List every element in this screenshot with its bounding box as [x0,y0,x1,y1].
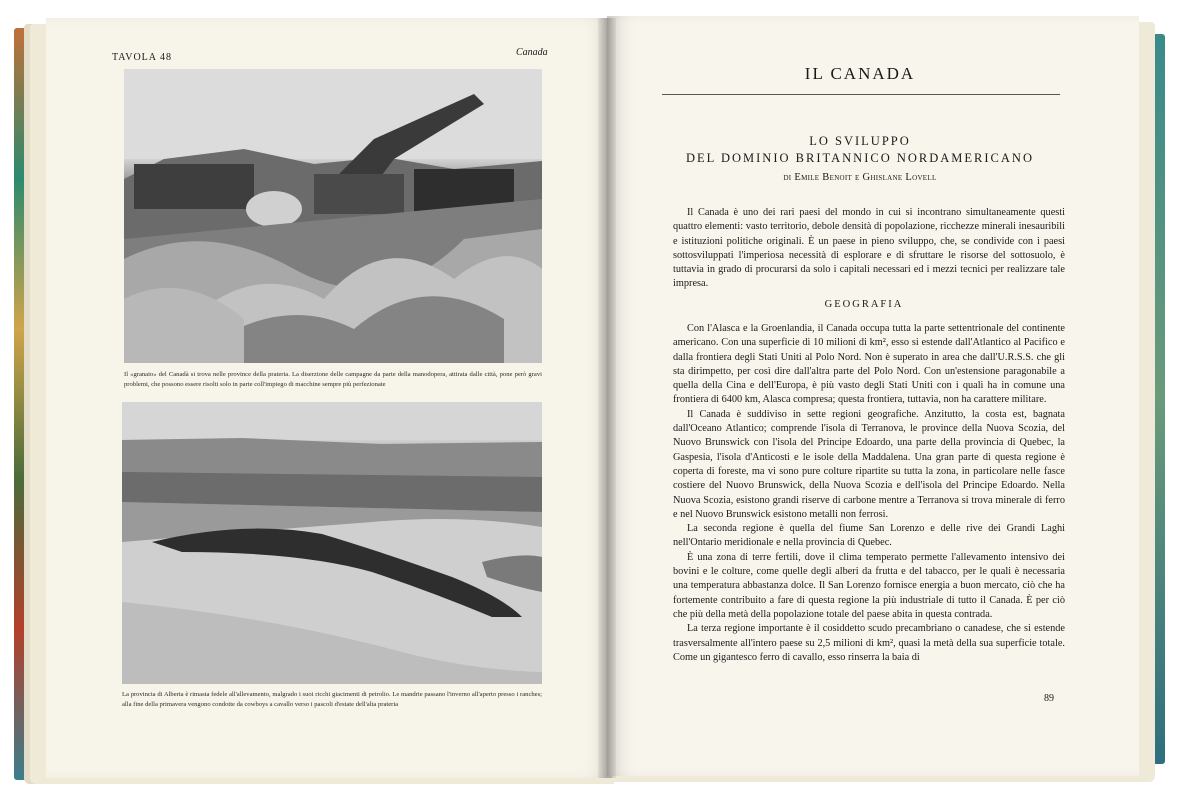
subtitle-line-2: DEL DOMINIO BRITANNICO NORDAMERICANO [686,151,1034,165]
geography-section [673,322,1065,665]
section-heading: GEOGRAFIA [824,299,904,310]
book-gutter [598,18,616,778]
harvest-photo [124,69,542,363]
harvest-photo-caption: Il «granaio» del Canadà si trova nelle province della prateria. La diserzione delle campagne da parte della manodopera, attirata dalle città, pone però gravi problemi, che possono essere risolti solo in parte coll'impiego di macchine sempre più perfezionate [124,371,542,388]
cattle-photo-illustration [122,402,542,684]
intro-paragraph [673,206,1065,292]
authors-byline: di Emile Benoit e Ghislane Lovell [783,172,937,183]
paragraph: Con l'Alasca e la Groenlandia, il Canada occupa tutta la parte settentrionale del continente americano. Con una superficie di 10 milioni di km², esso si estende dall'Atlantico al Pacifico e dalla frontiera degli Stati Uniti al Polo Nord. Non è superato in area che dall'U.R.S.S. che gli sta dirimpetto, per così dire dall'altra parte del Polo Nord. Con un'estensione paragonabile a quella della Cina e dell'Europa, è più vasto degli Stati Uniti con i quali ha in comune una frontiera di 6400 km, Alasca compresa; questa frontiera, tuttavia, non ha carattere militare. [673,323,1065,406]
page-number: 89 [1044,693,1054,704]
paragraph: È una zona di terre fertili, dove il clima temperato permette l'allevamento intensivo dei bovini e le colture, come quelle degli alberi da frutta e del tabacco, per le quali è necessaria una temperatura abbastanza dolce. Il San Lorenzo fornisce energia a buon mercato, ciò che ha fortemente contribuito a fare di questa regione la più industriale di tutto il Canada. È per ciò che più della metà della popolazione totale del paese abita in questa contrada. [673,551,1065,620]
harvest-photo-illustration [124,69,542,363]
title-divider [662,94,1060,95]
running-head: Canada [516,47,548,58]
chapter-title: IL CANADA [804,64,916,83]
plate-label: TAVOLA 48 [112,52,172,63]
paragraph: La terza regione importante è il cosiddetto scudo precambriano o canadese, che si estende trasversalmente all'intero paese su 2,5 milioni di km², quasi la metà della sua superficie totale. Come un gigantesco ferro di cavallo, esso rinserra la baia di [673,623,1065,663]
chapter-subtitle [662,133,1058,167]
cattle-photo-caption: La provincia di Alberta è rimasta fedele all'allevamento, malgrado i suoi ricchi giacimenti di petrolio. Le mandrie passano l'inverno all'aperto presso i ranches; alla fine della primavera vengono condotte da cowboys a cavallo verso i pascoli d'estate dell'alta prateria [122,691,542,708]
paragraph: La seconda regione è quella del fiume San Lorenzo e delle rive dei Grandi Laghi nell'Ontario meridionale e nella provincia di Quebec. [673,523,1065,549]
intro-text: Il Canada è uno dei rari paesi del mondo in cui si incontrano simultaneamente questi quattro elementi: vasto territorio, debole densità di popolazione, ricchezze minerali inesauribili e istituzioni politiche originali. È un paese in pieno sviluppo, che, se condivide con i paesi sottosviluppati l'imperiosa necessità di esplorare e di sfruttare le risorse del sottosuolo, è tuttavia in grado di procurarsi da solo i capitali necessari ed i mezzi tecnici per realizzare tale impresa. [673,207,1065,290]
cattle-photo [122,402,542,684]
paragraph: Il Canada è suddiviso in sette regioni geografiche. Anzitutto, la costa est, bagnata dall'Oceano Atlantico; comprende l'isola di Terranova, le province della Nuova Scozia, del Nuovo Brunswick con l'isola del Principe Edoardo, una parte della provincia di Quebec, la Gaspesia, l'isola d'Anticosti e le isole della Maddalena. Una gran parte di questa regione è coperta di foreste, ma vi sono pure colture ripartite su tutta la zona, in particolare nelle fasce costiere del Nuovo Brunswick, della Nuova Scozia e dell'isola del Principe Edoardo. Nella Nuova Scozia, esistono grandi riserve di carbone mentre a Terranova si trova minerale di ferro e nel Nuovo Brunswick esistono metalli non ferrosi. [673,408,1065,520]
subtitle-line-1: LO SVILUPPO [809,134,911,148]
